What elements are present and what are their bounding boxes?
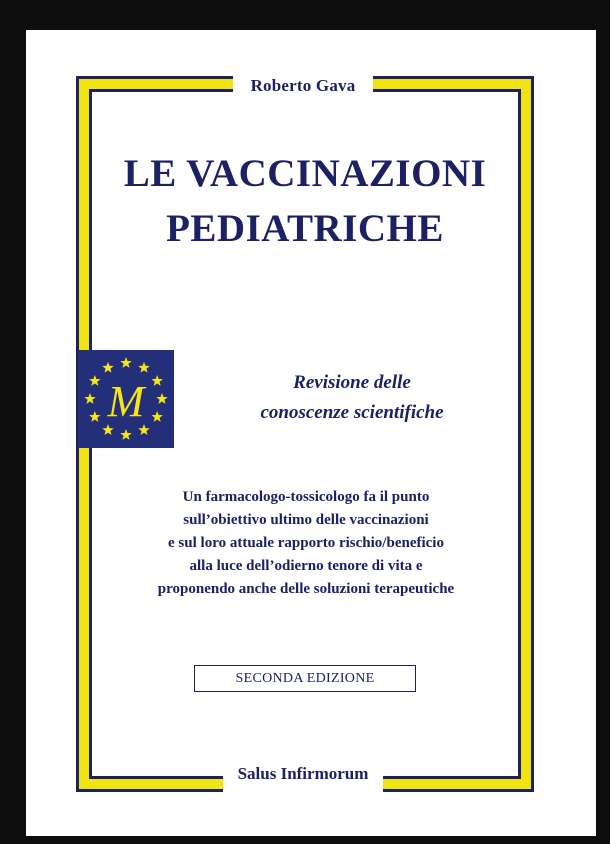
author-gap: [233, 70, 373, 102]
edition-label: SECONDA EDIZIONE: [235, 670, 375, 686]
publisher-gap: [223, 756, 383, 792]
edition-box: [194, 665, 416, 692]
emblem-star-icon: [138, 362, 149, 373]
subtitle-line-1: Revisione delle: [293, 372, 411, 393]
author-name: Roberto Gava: [250, 76, 356, 95]
scan-edge-bottom: [0, 836, 610, 844]
description-line: alla luce dell’odierno tenore di vita e: [189, 558, 423, 574]
emblem-star-icon: [120, 429, 131, 440]
description-line: sull’obiettivo ultimo delle vaccinazioni: [183, 512, 429, 528]
emblem-star-icon: [151, 375, 162, 386]
subtitle: [222, 368, 482, 428]
book-cover: [26, 30, 596, 836]
emblem-star-icon: [102, 362, 113, 373]
scan-edge-top: [0, 0, 610, 30]
emblem-star-icon: [120, 357, 131, 368]
emblem-star-icon: [156, 393, 167, 404]
scan-edge-left: [0, 0, 26, 844]
title-line-1: LE VACCINAZIONI: [123, 152, 487, 195]
emblem-star-icon: [89, 411, 100, 422]
marian-emblem-icon: [78, 350, 174, 448]
subtitle-line-2: conoscenze scientifiche: [260, 402, 444, 423]
title-line-2: PEDIATRICHE: [166, 207, 444, 250]
description-line: e sul loro attuale rapporto rischio/beneficio: [168, 535, 444, 551]
description: [116, 486, 496, 601]
book-title: [92, 146, 518, 256]
emblem-star-icon: [89, 375, 100, 386]
emblem-letter: M: [107, 377, 145, 426]
description-line: Un farmacologo-tossicologo fa il punto: [182, 489, 430, 505]
scan-edge-right: [596, 0, 610, 844]
publisher-name: Salus Infirmorum: [237, 764, 369, 783]
emblem-star-icon: [84, 393, 95, 404]
emblem-star-icon: [151, 411, 162, 422]
description-line: proponendo anche delle soluzioni terapeutiche: [157, 581, 455, 597]
